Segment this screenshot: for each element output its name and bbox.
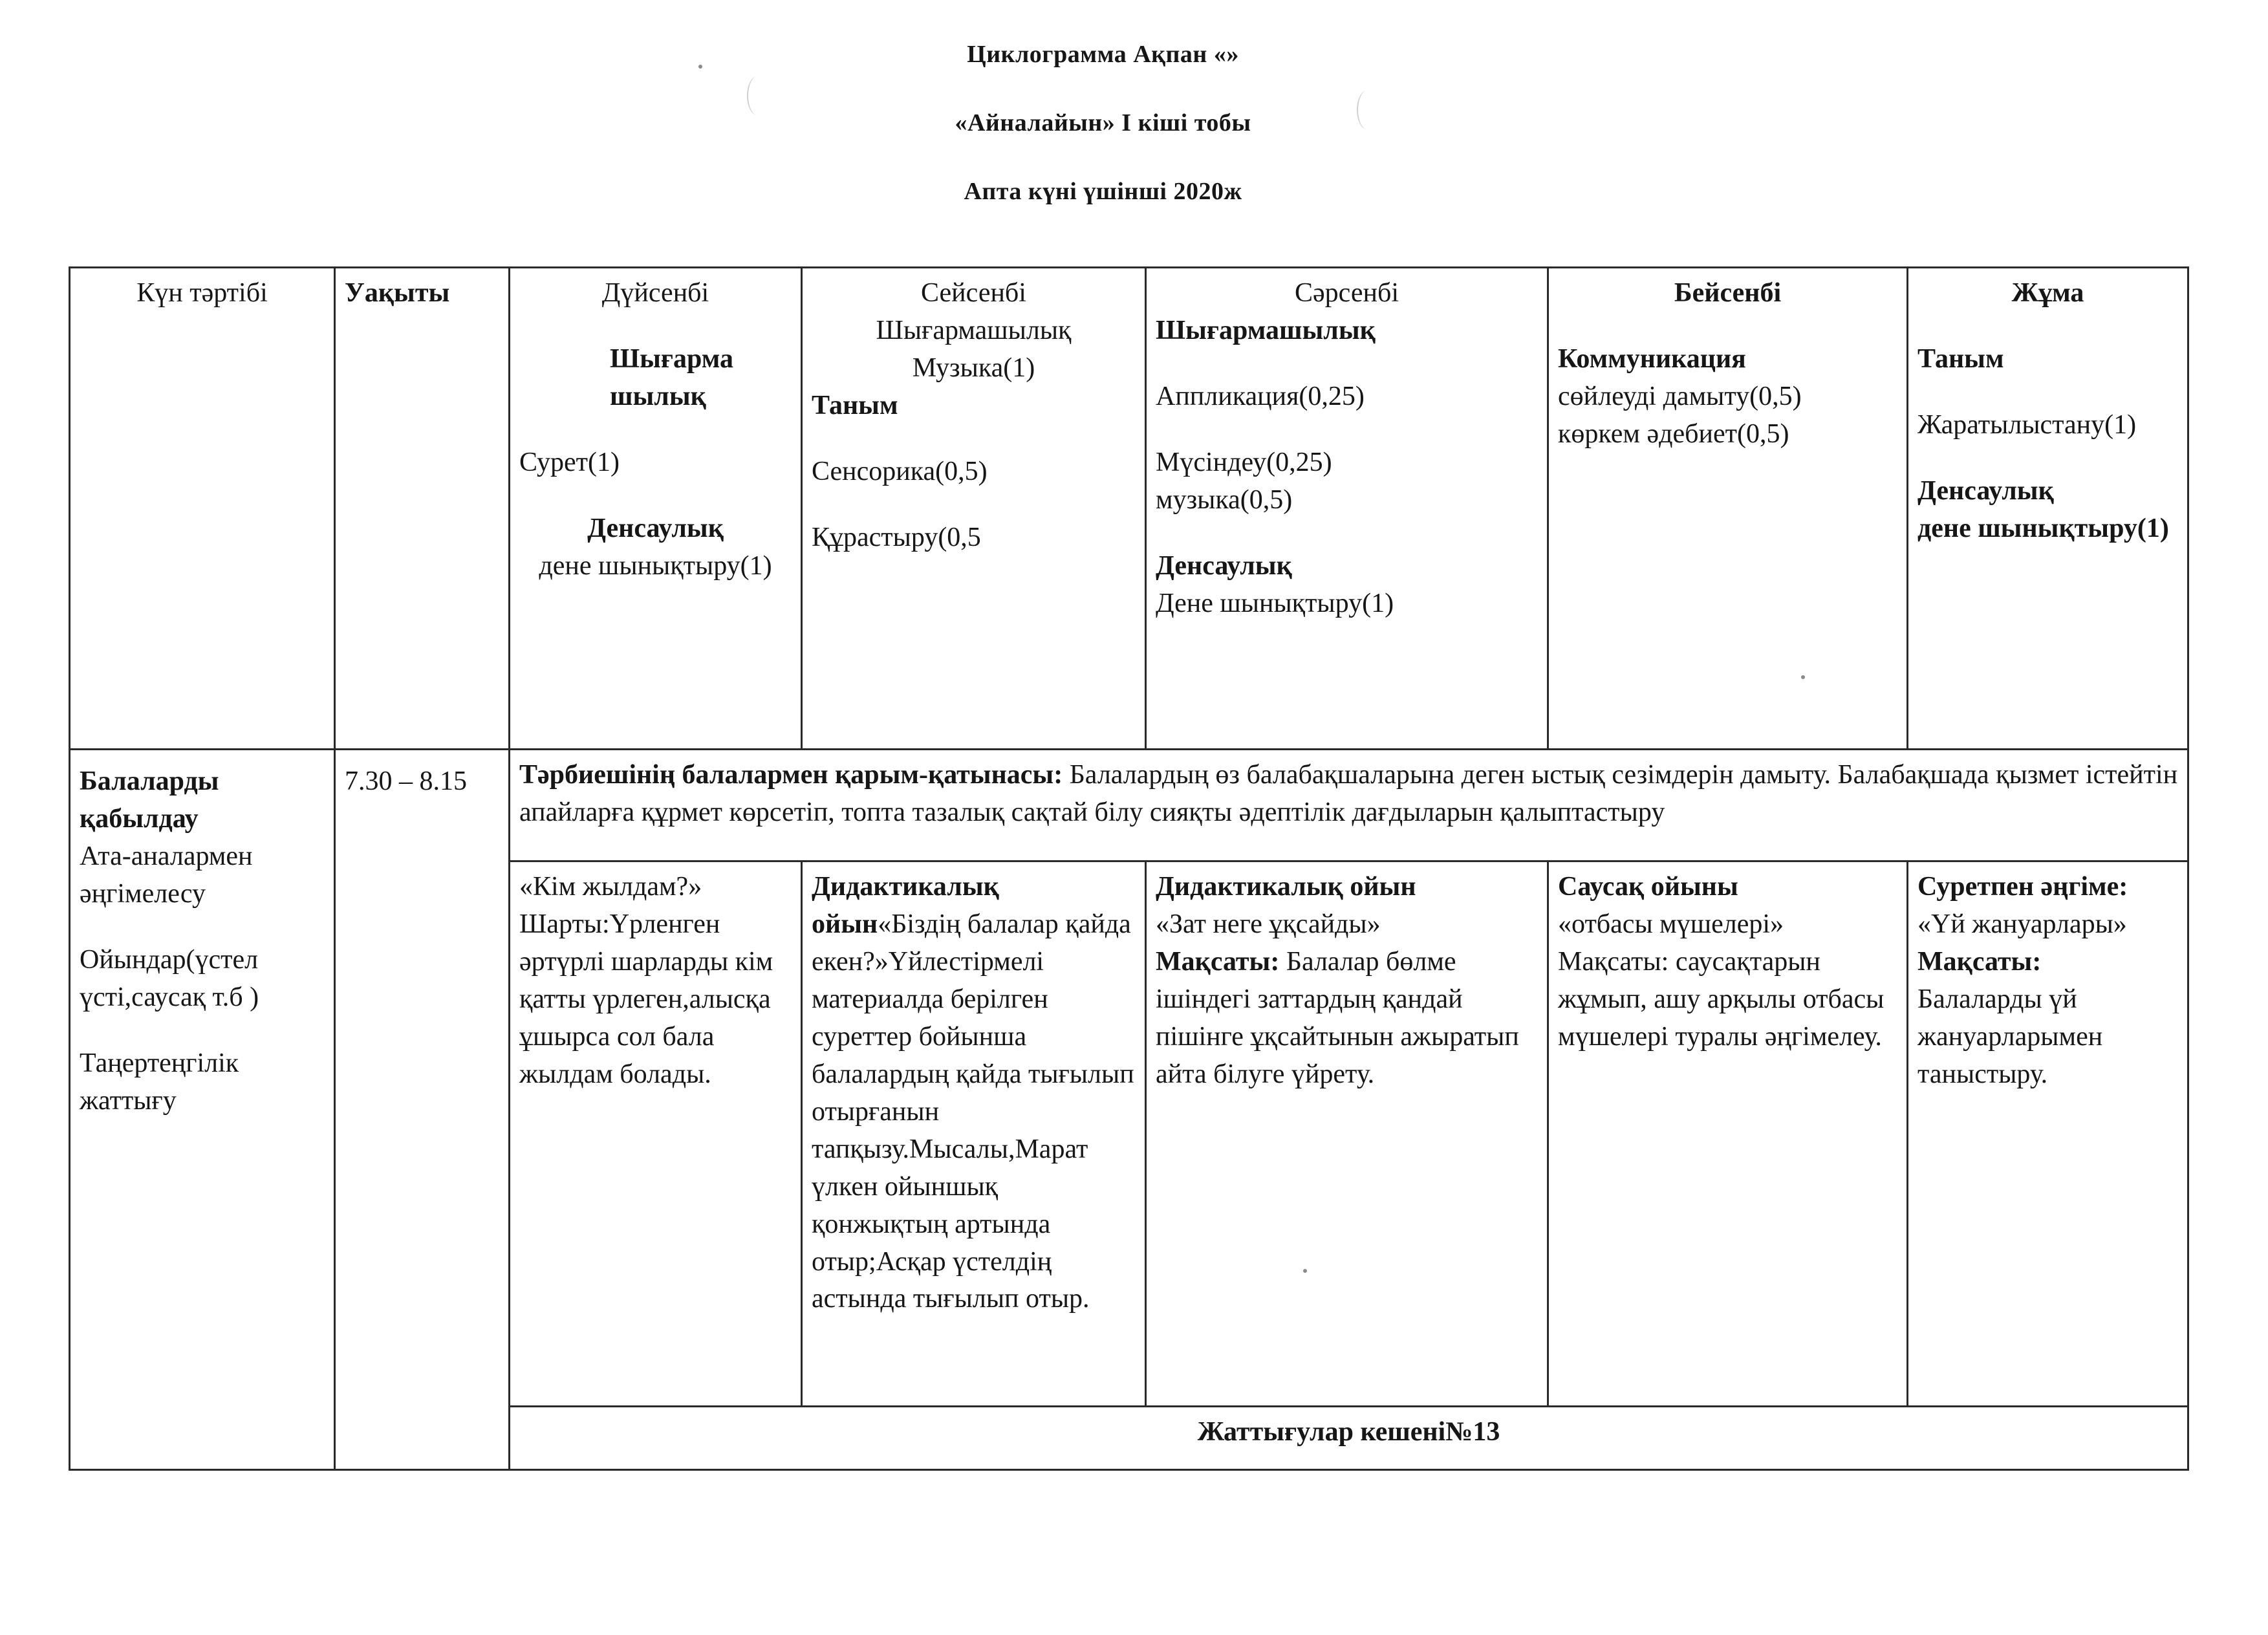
thursday-game-text: Мақсаты: саусақтарын жұмып, ашу арқылы отбасы мүшелері туралы әңгімелеу. [1558, 946, 1885, 1052]
wednesday-goal-text: Балалар бөлме ішіндегі заттардың қандай пішінге ұқсайтынын ажыратып айта білуге үйрету. [1156, 946, 1519, 1089]
wednesday-item-3: музыка(0,5) [1156, 484, 1293, 515]
header-monday [510, 268, 802, 750]
wednesday-game-label: Дидактикалық ойын [1156, 872, 1416, 902]
monday-area-1: Шығарма шылық [610, 343, 734, 411]
friday-item-2: дене шынықтыру(1) [1917, 513, 2169, 543]
friday-area-1: Таным [1917, 343, 2004, 374]
thursday-item-2: көркем әдебиет(0,5) [1558, 418, 1789, 449]
communication-row [70, 750, 2188, 861]
wednesday-area-1: Шығармашылық [1156, 315, 1376, 345]
reception-morning-exercise: Таңертеңгілік жаттығу [80, 1048, 239, 1116]
reception-title: Балаларды қабылдау [80, 766, 219, 834]
wednesday-area-2: Денсаулық [1156, 550, 1292, 581]
header-friday [1908, 268, 2188, 750]
monday-area-2: Денсаулық [587, 513, 724, 543]
friday-day: Жұма [2011, 278, 2084, 308]
header-time [335, 268, 510, 750]
tuesday-day: Сейсенбі [921, 278, 1026, 308]
reception-time [335, 750, 510, 1470]
monday-day: Дүйсенбі [601, 278, 709, 308]
exercise-complex: Жаттығулар кешені№13 [510, 1407, 2188, 1470]
monday-game-title: «Кім жылдам?» [519, 872, 702, 902]
header-wednesday [1146, 268, 1548, 750]
tuesday-item-1: Музыка(1) [912, 352, 1035, 383]
friday-area-2: Денсаулық [1917, 475, 2054, 506]
scan-artifact [747, 76, 768, 115]
communication-text: Балалардың өз балабақшаларына деген ыстық сезімдерін дамыту. Балабақшада қызмет істейтін апайларға құрмет көрсетіп, топта тазалық сақтай білу сияқты әдептілік дағдыларын қалыптастыру [519, 760, 2178, 827]
communication-label: Тәрбиешінің балалармен қарым-қатынасы: [519, 760, 1063, 790]
tuesday-game-text: «Біздің балалар қайда екен?»Үйлестірмелі материалда берілген суреттер бойынша балалардың қайда тығылып отырғанын тапқызу.Мысалы,Марат үлкен ойыншық қонжықтың артында отыр;Асқар үстелдің астында тығылып отыр. [812, 909, 1134, 1314]
header-regime [70, 268, 335, 750]
friday-goal-label: Мақсаты: [1917, 946, 2042, 977]
friday-game-title: «Үй жануарлары» [1917, 909, 2127, 939]
wednesday-day: Сәрсенбі [1295, 278, 1399, 308]
tuesday-item-3: Құрастыру(0,5 [812, 522, 981, 552]
activity-monday [510, 861, 802, 1407]
tuesday-area-1: Шығармашылық [876, 315, 1072, 345]
reception-time-value: 7.30 – 8.15 [345, 766, 467, 796]
thursday-area-1: Коммуникация [1558, 343, 1746, 374]
thursday-day: Бейсенбі [1674, 278, 1782, 308]
wednesday-item-4: Дене шынықтыру(1) [1156, 588, 1394, 618]
header-thursday [1548, 268, 1908, 750]
activity-thursday [1548, 861, 1908, 1407]
thursday-game-label: Саусақ ойыны [1558, 872, 1738, 902]
wednesday-item-2: Мүсіндеу(0,25) [1156, 447, 1332, 477]
reception-games: Ойындар(үстел үсті,саусақ т.б ) [80, 944, 259, 1012]
scan-artifact [1357, 91, 1377, 129]
tuesday-area-2: Таным [812, 390, 898, 420]
weekday-title: Апта күні үшінші 2020ж [964, 178, 1242, 205]
wednesday-item-1: Аппликация(0,25) [1156, 381, 1365, 411]
thursday-game-title: «отбасы мүшелері» [1558, 909, 1784, 939]
activity-tuesday [802, 861, 1146, 1407]
tuesday-game-label: Дидактикалық ойын [812, 872, 999, 939]
monday-item-2: дене шынықтыру(1) [539, 550, 772, 581]
friday-item-1: Жаратылыстану(1) [1917, 409, 2137, 440]
header-regime-label: Күн тәртібі [136, 278, 268, 308]
monday-game-text: Шарты:Үрленген әртүрлі шарларды кім қатты үрлеген,алысқа ұшырса сол бала жылдам болады. [519, 909, 773, 1089]
friday-game-label: Суретпен әңгіме: [1917, 872, 2128, 902]
activity-wednesday [1146, 861, 1548, 1407]
cyclogram-table [69, 266, 2189, 1471]
group-title: «Айналайын» І кіші тобы [955, 109, 1251, 136]
reception-regime [70, 750, 335, 1470]
monday-item-1: Сурет(1) [519, 447, 620, 477]
scan-dust [698, 65, 702, 69]
reception-parents-talk: Ата-аналармен әңгімелесу [80, 841, 253, 909]
wednesday-game-title: «Зат неге ұқсайды» [1156, 909, 1381, 939]
header-time-label: Уақыты [345, 278, 450, 308]
header-row [70, 268, 2188, 750]
communication-cell [510, 750, 2188, 861]
activity-friday [1908, 861, 2188, 1407]
document-title: Циклограмма Ақпан «» [967, 41, 1239, 68]
tuesday-item-2: Сенсорика(0,5) [812, 456, 988, 486]
thursday-item-1: сөйлеуді дамыту(0,5) [1558, 381, 1802, 411]
header-tuesday [802, 268, 1146, 750]
friday-goal-text: Балаларды үй жануарларымен таныстыру. [1917, 984, 2103, 1089]
wednesday-goal-label: Мақсаты: [1156, 946, 1280, 977]
